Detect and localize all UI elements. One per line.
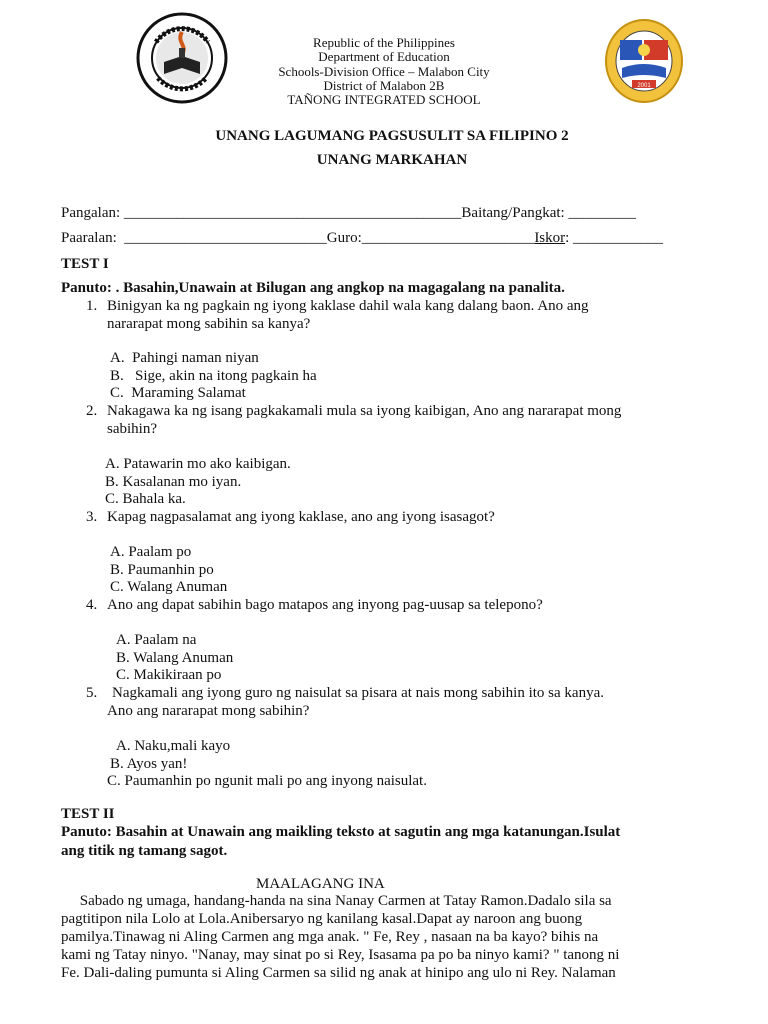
school-header	[0, 36, 768, 107]
q5-number: 5.	[86, 685, 98, 701]
story-line: pagtitipon nila Lolo at Lola.Anibersaryo ng kanilang kasal.Dapat ay naroon ang buong	[61, 911, 583, 927]
header-line: Republic of the Philippines	[313, 35, 455, 50]
q4-text-line1: Ano ang dapat sabihin bago matapos ang inyong pag-uusap sa telepono?	[107, 597, 543, 613]
score-blank: : ____________	[565, 230, 664, 246]
q4-number: 4.	[86, 597, 98, 613]
story-line: Sabado ng umaga, handang-handa na sina Nanay Carmen at Tatay Ramon.Dadalo sila sa	[61, 893, 612, 909]
test2-instruction-line2: ang titik ng tamang sagot.	[61, 843, 228, 859]
exam-subtitle: UNANG MARKAHAN	[316, 152, 468, 168]
test1-instruction: Panuto: . Basahin,Unawain at Bilugan ang angkop na magagalang na panalita.	[61, 280, 565, 296]
q5-text-line1: Nagkamali ang iyong guro ng naisulat sa pisara at nais mong sabihin ito sa kanya.	[112, 685, 604, 701]
q5-choice-a[interactable]: A. Naku,mali kayo	[116, 738, 231, 754]
q4-choice-c[interactable]: C. Makikiraan po	[116, 667, 222, 683]
story-line: kami ng Tatay ninyo. "Nanay, may sinat po si Rey, Isasama pa po ba ninyo kami? " tanong ni	[61, 947, 620, 963]
q2-text-line1: Nakagawa ka ng isang pagkakamali mula sa iyong kaibigan, Ano ang nararapat mong	[107, 403, 622, 419]
story-title: MAALAGANG INA	[256, 876, 385, 892]
logo-year: 2001	[637, 83, 651, 89]
header-line: District of Malabon 2B	[323, 77, 445, 93]
q1-choice-b[interactable]: B. Sige, akin na itong pagkain ha	[110, 368, 317, 384]
q1-choice-c[interactable]: C. Maraming Salamat	[110, 385, 246, 401]
q2-choice-a[interactable]: A. Patawarin mo ako kaibigan.	[105, 456, 291, 472]
q5-text-line2: Ano ang nararapat mong sabihin?	[107, 703, 310, 719]
q3-choice-b[interactable]: B. Paumanhin po	[110, 562, 214, 578]
q2-choice-c[interactable]: C. Bahala ka.	[105, 491, 186, 507]
test2-instruction-line1: Panuto: Basahin at Unawain ang maikling teksto at sagutin ang mga katanungan.Isulat	[61, 824, 621, 840]
q1-text-line2: nararapat mong sabihin sa kanya?	[107, 316, 311, 332]
q4-choice-b[interactable]: B. Walang Anuman	[116, 650, 234, 666]
header-line: TAÑONG INTEGRATED SCHOOL	[287, 92, 481, 108]
story-line: pamilya.Tinawag ni Aling Carmen ang mga anak. " Fe, Rey , nasaan na ba kayo? bihis na	[61, 929, 599, 945]
exam-title: UNANG LAGUMANG PAGSUSULIT SA FILIPINO 2	[215, 128, 569, 144]
q3-text-line1: Kapag nagpasalamat ang iyong kaklase, ano ang iyong isasagot?	[107, 509, 495, 525]
q5-choice-b[interactable]: B. Ayos yan!	[110, 756, 188, 772]
q3-choice-c[interactable]: C. Walang Anuman	[110, 579, 228, 595]
q3-number: 3.	[86, 509, 98, 525]
test2-label: TEST II	[61, 806, 115, 822]
school-teacher-text: Paaralan: ___________________________Guro:_______________________	[61, 230, 535, 246]
score-label: Iskor	[534, 230, 566, 246]
q2-text-line2: sabihin?	[107, 421, 157, 437]
header-line: Schools-Division Office – Malabon City	[278, 63, 490, 79]
q1-choice-a[interactable]: A. Pahingi naman niyan	[110, 350, 259, 366]
q2-number: 2.	[86, 403, 98, 419]
q3-choice-a[interactable]: A. Paalam po	[110, 544, 192, 560]
q2-choice-b[interactable]: B. Kasalanan mo iyan.	[105, 474, 242, 490]
q1-number: 1.	[86, 298, 98, 314]
q4-choice-a[interactable]: A. Paalam na	[116, 632, 197, 648]
header-line: Department of Education	[318, 49, 450, 65]
name-grade-field[interactable]: Pangalan: _____________________________________________Baitang/Pangkat: _________	[61, 205, 636, 221]
q5-choice-c[interactable]: C. Paumanhin po ngunit mali po ang inyong naisulat.	[107, 773, 427, 789]
test1-label: TEST I	[61, 256, 109, 272]
story-line: Fe. Dali-daling pumunta si Aling Carmen sa silid ng anak at hinipo ang ulo ni Rey. Nalaman	[61, 965, 616, 981]
school-teacher-score-field[interactable]	[61, 230, 663, 247]
q1-text-line1: Binigyan ka ng pagkain ng iyong kaklase dahil wala kang dalang baon. Ano ang	[107, 298, 589, 314]
